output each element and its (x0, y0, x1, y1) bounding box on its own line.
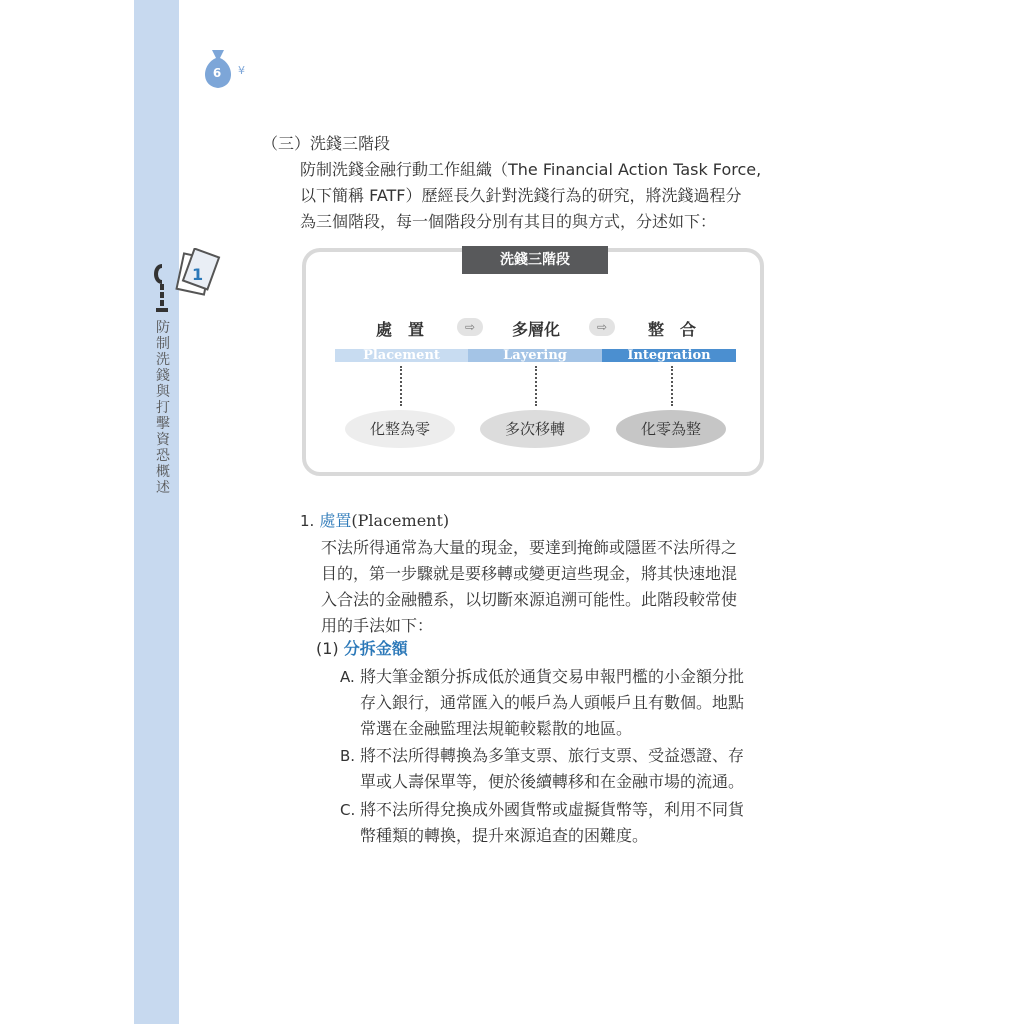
stage-summary-placement: 化整為零 (345, 410, 455, 448)
point-letter: C. (340, 801, 356, 819)
sub-heading (316, 636, 408, 662)
stage-label-placement: 處 置 (375, 320, 424, 339)
chapter-number: 1 (192, 265, 204, 284)
point-letter: A. (340, 668, 355, 686)
page-number: 6 (212, 66, 222, 80)
point-line: 將不法所得兌換成外國貨幣或虛擬貨幣等，利用不同貨 (360, 800, 745, 819)
body-line: 目的，第一步驟就是要移轉或變更這些現金，將其快速地混 (321, 564, 738, 583)
stage-band-integration: Integration (602, 349, 736, 362)
currency-symbol: ¥ (238, 64, 245, 77)
stage-band-placement: Placement (335, 349, 468, 362)
stage-summary-integration: 化零為整 (616, 410, 726, 448)
diagram-title: 洗錢三階段 (462, 246, 608, 274)
dotted-connector (535, 366, 537, 406)
item-title: 處置 (319, 511, 352, 530)
item-number: 1. (300, 512, 315, 530)
item-heading (300, 508, 449, 534)
arrow-right-icon: ⇨ (589, 318, 615, 336)
chapter-title-vertical: 防 制 洗 錢 與 打 擊 資 恐 概 述 (156, 320, 170, 496)
section-heading: （三）洗錢三階段 (262, 134, 391, 153)
intro-line: 防制洗錢金融行動工作組織（The Financial Action Task Force, (300, 160, 762, 179)
dotted-connector (671, 366, 673, 406)
item-body (321, 535, 781, 639)
intro-line: 以下簡稱 FATF）歷經長久針對洗錢行為的研究，將洗錢過程分 (300, 186, 742, 205)
intro-paragraph (300, 157, 780, 235)
point-line: 幣種類的轉換，提升來源追查的困難度。 (360, 826, 649, 845)
point-text (360, 664, 780, 742)
stage-band-layering: Layering (468, 349, 602, 362)
point-text (360, 743, 780, 795)
point-line: 常選在金融監理法規範較鬆散的地區。 (360, 719, 633, 738)
point-line: 存入銀行，通常匯入的帳戶為人頭帳戶且有數個。地點 (360, 693, 745, 712)
dotted-connector (400, 366, 402, 406)
point-line: 將不法所得轉換為多筆支票、旅行支票、受益憑證、存 (360, 746, 745, 765)
handcuff-money-icon (152, 248, 224, 328)
point-line: 單或人壽保單等，便於後續轉移和在金融市場的流通。 (360, 772, 745, 791)
stage-summary-layering: 多次移轉 (480, 410, 590, 448)
body-line: 用的手法如下： (321, 616, 434, 635)
body-line: 不法所得通常為大量的現金，要達到掩飾或隱匿不法所得之 (321, 538, 738, 557)
body-line: 入合法的金融體系，以切斷來源追溯可能性。此階段較常使 (321, 590, 738, 609)
stage-label-layering: 多層化 (511, 320, 560, 339)
point-letter: B. (340, 747, 356, 765)
arrow-right-icon: ⇨ (457, 318, 483, 336)
sub-title: 分拆金額 (343, 639, 408, 658)
point-text (360, 797, 780, 849)
intro-line: 為三個階段，每一個階段分別有其目的與方式，分述如下： (300, 212, 717, 231)
point-line: 將大筆金額分拆成低於通貨交易申報門檻的小金額分批 (360, 667, 745, 686)
sub-number: (1) (316, 639, 339, 658)
chapter-sidebar (134, 0, 179, 1024)
item-title-en: (Placement) (351, 511, 450, 530)
stage-label-integration: 整 合 (647, 320, 696, 339)
